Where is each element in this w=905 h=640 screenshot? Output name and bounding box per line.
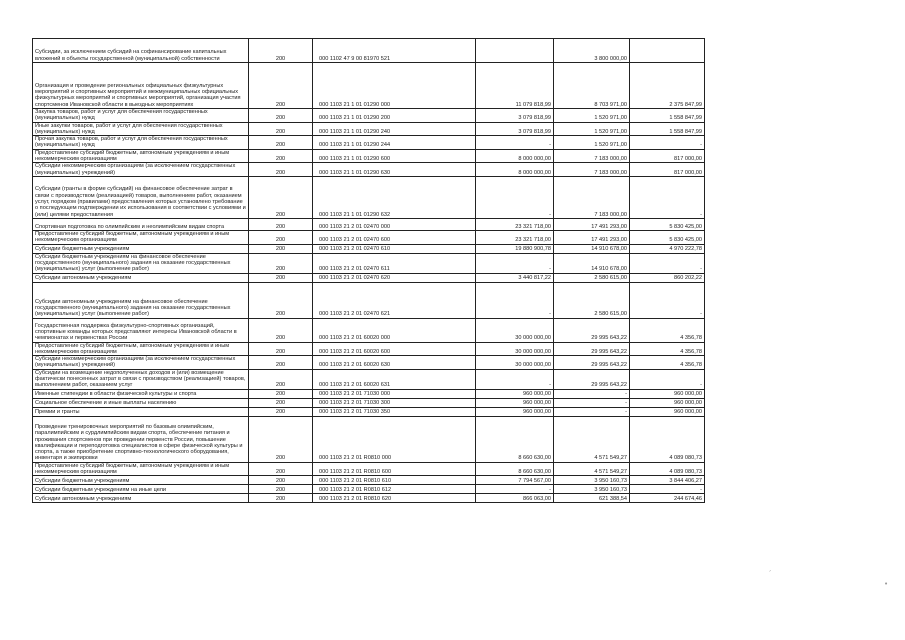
scan-mark: ´ (768, 570, 772, 578)
table-row (33, 398, 705, 407)
row-rest: 4 970 222,78 (630, 244, 705, 253)
row-kbk: 000 1103 21 2 01 71030 000 (313, 389, 476, 398)
table-row (33, 244, 705, 253)
row-plan: 23 321 718,00 (476, 218, 554, 230)
row-plan: 960 000,00 (476, 389, 554, 398)
row-name: Предоставление субсидий бюджетным, автономным учреждениям и иным некоммерческим организациям (33, 149, 249, 163)
row-kbk: 000 1103 21 2 01 R0810 620 (313, 494, 476, 503)
row-exec: 14 910 678,00 (554, 244, 630, 253)
row-name: Субсидии на возмещение недополученных доходов и (или) возмещение фактически понесенных затрат в связи с производством (реализацией) товаров, выполнением работ, оказанием услуг (33, 369, 249, 389)
table-row (33, 163, 705, 177)
row-name: Субсидии автономным учреждениям (33, 273, 249, 282)
row-plan: 866 063,00 (476, 494, 554, 503)
row-exec: - (554, 407, 630, 416)
table-row (33, 342, 705, 356)
row-exec: - (554, 389, 630, 398)
row-plan: - (476, 282, 554, 318)
row-exec: 2 580 615,00 (554, 282, 630, 318)
row-code: 200 (249, 273, 313, 282)
row-kbk: 000 1103 21 2 01 60020 000 (313, 318, 476, 342)
table-row (33, 218, 705, 230)
row-code: 200 (249, 407, 313, 416)
table-row (33, 282, 705, 318)
row-code: 200 (249, 462, 313, 476)
row-rest: 244 674,46 (630, 494, 705, 503)
row-code: 200 (249, 476, 313, 485)
row-plan: 11 079 818,99 (476, 63, 554, 109)
table-row (33, 494, 705, 503)
row-kbk: 000 1103 21 2 01 60020 630 (313, 356, 476, 370)
table-row (33, 149, 705, 163)
row-kbk: 000 1102 47 9 00 81970 521 (313, 39, 476, 63)
row-rest: 960 000,00 (630, 398, 705, 407)
row-code: 200 (249, 389, 313, 398)
table-row (33, 485, 705, 494)
row-kbk: 000 1103 21 2 01 02470 000 (313, 218, 476, 230)
row-code: 200 (249, 416, 313, 462)
row-plan: 19 880 900,78 (476, 244, 554, 253)
row-kbk: 000 1103 21 2 01 R0810 612 (313, 485, 476, 494)
row-exec: 8 703 971,00 (554, 63, 630, 109)
row-code: 200 (249, 494, 313, 503)
row-exec: 4 571 549,27 (554, 416, 630, 462)
row-name: Субсидии автономным учреждениям на финансовое обеспечение государственного (муниципального) задания на оказание государственных (муниципальных) услуг (выполнение работ) (33, 282, 249, 318)
row-code: 200 (249, 230, 313, 244)
row-rest: - (630, 369, 705, 389)
row-plan: 8 000 000,00 (476, 163, 554, 177)
row-kbk: 000 1103 21 2 01 02470 611 (313, 253, 476, 273)
row-exec: 14 910 678,00 (554, 253, 630, 273)
row-kbk: 000 1103 21 2 01 60020 631 (313, 369, 476, 389)
row-plan: 3 440 817,22 (476, 273, 554, 282)
row-name: Именные стипендии в области физической культуры и спорта (33, 389, 249, 398)
row-code: 200 (249, 163, 313, 177)
row-kbk: 000 1103 21 2 01 R0810 610 (313, 476, 476, 485)
table-body (33, 39, 705, 503)
table-row (33, 416, 705, 462)
row-kbk: 000 1103 21 1 01 01290 240 (313, 122, 476, 136)
row-rest: 5 830 425,00 (630, 218, 705, 230)
row-name: Премии и гранты (33, 407, 249, 416)
row-exec: 29 995 643,22 (554, 356, 630, 370)
row-kbk: 000 1103 21 2 01 02470 621 (313, 282, 476, 318)
row-exec: - (554, 398, 630, 407)
row-name: Организация и проведение региональных официальных физкультурных мероприятий и спортивных мероприятий и межмуниципальных официальных физкультурных мероприятий и спортивных мероприятий, организация участия спортсменов Ивановской области в выездных мероприятиях (33, 63, 249, 109)
table-row (33, 389, 705, 398)
row-kbk: 000 1103 21 1 01 01290 200 (313, 109, 476, 123)
row-plan: 30 000 000,00 (476, 318, 554, 342)
row-rest: - (630, 485, 705, 494)
row-code: 200 (249, 122, 313, 136)
table-row (33, 273, 705, 282)
row-plan (476, 39, 554, 63)
row-code: 200 (249, 176, 313, 218)
row-kbk: 000 1103 21 2 01 02470 600 (313, 230, 476, 244)
row-rest: 5 830 425,00 (630, 230, 705, 244)
row-plan: 960 000,00 (476, 398, 554, 407)
row-name: Субсидии бюджетным учреждениям (33, 244, 249, 253)
row-plan: - (476, 253, 554, 273)
scan-dot: • (884, 580, 889, 588)
row-code: 200 (249, 63, 313, 109)
row-plan: 30 000 000,00 (476, 342, 554, 356)
row-kbk: 000 1103 21 2 01 02470 620 (313, 273, 476, 282)
row-name: Проведение тренировочных мероприятий по базовым олимпийским, паралимпийским и сурдлимпийским видам спорта, обеспечение питания и проживания спортсменов при проведении первенств России, повышение квалификации и переподготовка специалистов в сфере физической культуры и спорта, а также приобретение спортивно-технологического оборудования, инвентаря и экипировки (33, 416, 249, 462)
table-row (33, 369, 705, 389)
row-code: 200 (249, 369, 313, 389)
table-row (33, 462, 705, 476)
row-name: Государственная поддержка физкультурно-спортивных организаций, спортивные команды которых представляют интересы Ивановской области в чемпионатах и первенствах России (33, 318, 249, 342)
row-rest: 817 000,00 (630, 163, 705, 177)
row-code: 200 (249, 318, 313, 342)
row-exec: 29 995 643,22 (554, 342, 630, 356)
row-kbk: 000 1103 21 2 01 02470 610 (313, 244, 476, 253)
row-code: 200 (249, 282, 313, 318)
row-kbk: 000 1103 21 1 01 01290 244 (313, 136, 476, 150)
row-name: Закупка товаров, работ и услуг для обеспечения государственных (муниципальных) нужд (33, 109, 249, 123)
row-exec: 3 800 000,00 (554, 39, 630, 63)
row-kbk: 000 1103 21 2 01 R0810 000 (313, 416, 476, 462)
row-code: 200 (249, 356, 313, 370)
row-exec: 7 183 000,00 (554, 176, 630, 218)
row-code: 200 (249, 485, 313, 494)
table-row (33, 176, 705, 218)
row-rest: 960 000,00 (630, 407, 705, 416)
table-row (33, 356, 705, 370)
row-exec: 29 995 643,22 (554, 318, 630, 342)
row-exec: 621 388,54 (554, 494, 630, 503)
row-name: Предоставление субсидий бюджетным, автономным учреждениям и иным некоммерческим организациям (33, 342, 249, 356)
row-exec: 3 950 160,73 (554, 485, 630, 494)
table-row (33, 476, 705, 485)
row-name: Иные закупки товаров, работ и услуг для обеспечения государственных (муниципальных) нужд (33, 122, 249, 136)
row-kbk: 000 1103 21 1 01 01290 632 (313, 176, 476, 218)
row-code: 200 (249, 149, 313, 163)
row-rest: 4 356,78 (630, 356, 705, 370)
row-exec: 4 571 549,27 (554, 462, 630, 476)
row-rest: 1 558 847,99 (630, 122, 705, 136)
row-code: 200 (249, 398, 313, 407)
table-row (33, 253, 705, 273)
row-name: Субсидии автономным учреждениям (33, 494, 249, 503)
row-name: Субсидии бюджетным учреждениям на иные цели (33, 485, 249, 494)
row-kbk: 000 1103 21 1 01 01290 000 (313, 63, 476, 109)
row-kbk: 000 1103 21 2 01 71030 300 (313, 398, 476, 407)
row-name: Спортивная подготовка по олимпийским и неолимпийским видам спорта (33, 218, 249, 230)
row-kbk: 000 1103 21 1 01 01290 630 (313, 163, 476, 177)
row-rest: 4 089 080,73 (630, 462, 705, 476)
row-plan: 3 079 818,99 (476, 109, 554, 123)
row-code: 200 (249, 109, 313, 123)
row-kbk: 000 1103 21 2 01 60020 600 (313, 342, 476, 356)
row-rest: - (630, 136, 705, 150)
row-plan: 8 660 630,00 (476, 416, 554, 462)
row-code: 200 (249, 253, 313, 273)
row-plan: 23 321 718,00 (476, 230, 554, 244)
row-rest: 960 000,00 (630, 389, 705, 398)
row-plan: - (476, 136, 554, 150)
row-rest: 3 844 406,27 (630, 476, 705, 485)
row-name: Социальное обеспечение и иные выплаты населению (33, 398, 249, 407)
row-plan: - (476, 369, 554, 389)
row-exec: 17 491 293,00 (554, 218, 630, 230)
row-rest: - (630, 176, 705, 218)
row-code: 200 (249, 218, 313, 230)
table-row (33, 136, 705, 150)
row-rest: 1 558 847,99 (630, 109, 705, 123)
row-name: Субсидии (гранты в форме субсидий) на финансовое обеспечение затрат в связи с производством (реализацией) товаров, выполнением работ, оказанием услуг, порядком (правилами) предоставления которых установлено требование о последующем подтверждении их использования в соответствии с условиями и (или) целями предоставления (33, 176, 249, 218)
row-code: 200 (249, 342, 313, 356)
row-plan: - (476, 485, 554, 494)
row-name: Субсидии бюджетным учреждениям на финансовое обеспечение государственного (муниципального) задания на оказание государственных (муниципальных) услуг (выполнение работ) (33, 253, 249, 273)
row-name: Субсидии некоммерческим организациям (за исключением государственных (муниципальных) учреждений) (33, 163, 249, 177)
budget-table (32, 38, 705, 503)
row-code: 200 (249, 136, 313, 150)
row-rest: 817 000,00 (630, 149, 705, 163)
row-exec: 1 520 971,00 (554, 136, 630, 150)
row-rest: 4 356,78 (630, 318, 705, 342)
row-exec: 17 491 293,00 (554, 230, 630, 244)
row-kbk: 000 1103 21 1 01 01290 600 (313, 149, 476, 163)
row-exec: 7 183 000,00 (554, 149, 630, 163)
row-name: Субсидии, за исключением субсидий на софинансирование капитальных вложений в объекты государственной (муниципальной) собственности (33, 39, 249, 63)
row-code: 200 (249, 39, 313, 63)
row-exec: 1 520 971,00 (554, 122, 630, 136)
row-code: 200 (249, 244, 313, 253)
row-rest: 4 089 080,73 (630, 416, 705, 462)
row-name: Субсидии некоммерческим организациям (за исключением государственных (муниципальных) учреждений) (33, 356, 249, 370)
table-row (33, 122, 705, 136)
row-plan: 8 660 630,00 (476, 462, 554, 476)
row-name: Прочая закупка товаров, работ и услуг для обеспечения государственных (муниципальных) нужд (33, 136, 249, 150)
row-name: Предоставление субсидий бюджетным, автономным учреждениям и иным некоммерческим организациям (33, 230, 249, 244)
row-name: Предоставление субсидий бюджетным, автономным учреждениям и иным некоммерческим организациям (33, 462, 249, 476)
table-row (33, 63, 705, 109)
row-rest: 4 356,78 (630, 342, 705, 356)
row-kbk: 000 1103 21 2 01 R0810 600 (313, 462, 476, 476)
row-plan: - (476, 176, 554, 218)
row-plan: 960 000,00 (476, 407, 554, 416)
row-exec: 2 580 615,00 (554, 273, 630, 282)
table-row (33, 230, 705, 244)
row-plan: 8 000 000,00 (476, 149, 554, 163)
row-rest: - (630, 282, 705, 318)
table-row (33, 318, 705, 342)
row-rest: 2 375 847,99 (630, 63, 705, 109)
row-plan: 30 000 000,00 (476, 356, 554, 370)
row-exec: 29 995 643,22 (554, 369, 630, 389)
row-kbk: 000 1103 21 2 01 71030 350 (313, 407, 476, 416)
row-exec: 3 950 160,73 (554, 476, 630, 485)
table-row (33, 39, 705, 63)
row-plan: 3 079 818,99 (476, 122, 554, 136)
table-row (33, 109, 705, 123)
table-row (33, 407, 705, 416)
row-exec: 1 520 971,00 (554, 109, 630, 123)
row-name: Субсидии бюджетным учреждениям (33, 476, 249, 485)
row-rest: - (630, 253, 705, 273)
row-exec: 7 183 000,00 (554, 163, 630, 177)
row-rest: 860 202,22 (630, 273, 705, 282)
row-rest (630, 39, 705, 63)
row-plan: 7 794 567,00 (476, 476, 554, 485)
